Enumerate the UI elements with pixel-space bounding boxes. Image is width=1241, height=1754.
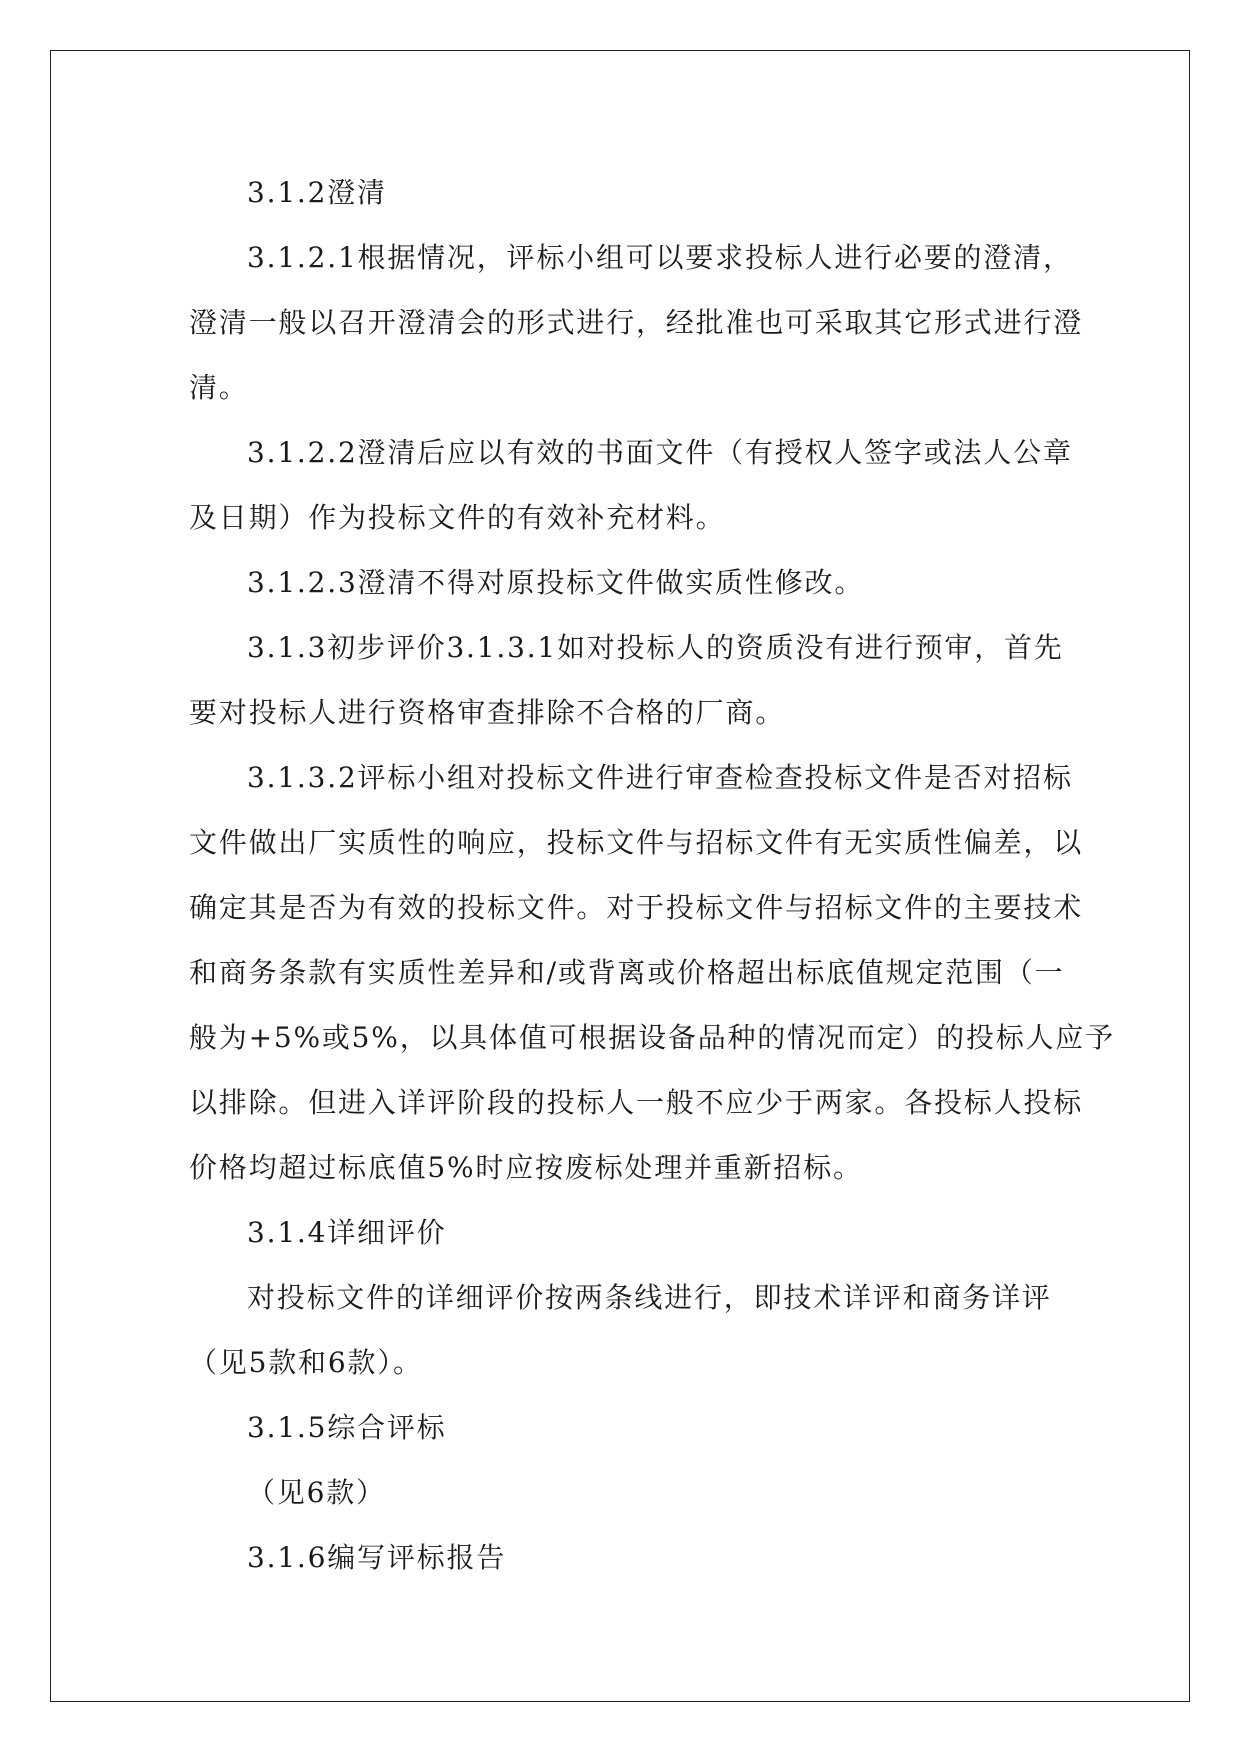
- paragraph-detailed-evaluation: [189, 1265, 1059, 1395]
- text-line: 及日期）作为投标文件的有效补充材料。: [189, 501, 726, 534]
- paragraph-3-1-5: [189, 1395, 1059, 1460]
- document-body: [189, 160, 1115, 1590]
- paragraph-3-1-2: [189, 160, 1059, 225]
- heading-evaluation-report: 3.1.6编写评标报告: [247, 1541, 507, 1574]
- text-line: 3.1.3初步评价3.1.3.1如对投标人的资质没有进行预审，首先: [247, 631, 1064, 664]
- text-line: 澄清一般以召开澄清会的形式进行，经批准也可采取其它形式进行澄: [189, 306, 1084, 339]
- text-line: 要对投标人进行资格审查排除不合格的厂商。: [189, 696, 786, 729]
- text-line: 文件做出厂实质性的响应，投标文件与招标文件有无实质性偏差，以: [189, 826, 1084, 859]
- text-line: 对投标文件的详细评价按两条线进行，即技术详评和商务详评: [247, 1281, 1052, 1314]
- paragraph-3-1-4: [189, 1200, 1059, 1265]
- text-line: 确定其是否为有效的投标文件。对于投标文件与招标文件的主要技术: [189, 891, 1084, 924]
- text-line: 3.1.2.3澄清不得对原投标文件做实质性修改。: [247, 566, 865, 599]
- text-line: （见5款和6款）。: [189, 1346, 423, 1379]
- text-line: 般为+5%或5%，以具体值可根据设备品种的情况而定）的投标人应予: [189, 1021, 1115, 1054]
- paragraph-3-1-2-1: [189, 225, 1084, 420]
- paragraph-3-1-2-3: [189, 550, 1059, 615]
- text-line: 和商务条款有实质性差异和/或背离或价格超出标底值规定范围（一: [189, 956, 1065, 989]
- text-line: （见6款）: [247, 1476, 386, 1509]
- heading-comprehensive-evaluation: 3.1.5综合评标: [247, 1411, 447, 1444]
- text-line: 清。: [189, 371, 249, 404]
- paragraph-3-1-2-2: [189, 420, 1073, 550]
- text-line: 以排除。但进入详评阶段的投标人一般不应少于两家。各投标人投标: [189, 1086, 1084, 1119]
- text-line: 3.1.3.2评标小组对投标文件进行审查检查投标文件是否对招标: [247, 761, 1073, 794]
- heading-clarification: 3.1.2澄清: [247, 176, 387, 209]
- paragraph-see-section-6: [189, 1460, 1059, 1525]
- paragraph-3-1-3: [189, 615, 1064, 745]
- paragraph-3-1-3-2: [189, 745, 1115, 1200]
- heading-detailed-evaluation: 3.1.4详细评价: [247, 1216, 447, 1249]
- text-line: 3.1.2.1根据情况，评标小组可以要求投标人进行必要的澄清，: [247, 241, 1073, 274]
- paragraph-3-1-6: [189, 1525, 1059, 1590]
- text-line: 3.1.2.2澄清后应以有效的书面文件（有授权人签字或法人公章: [247, 436, 1073, 469]
- text-line: 价格均超过标底值5%时应按废标处理并重新招标。: [189, 1151, 863, 1184]
